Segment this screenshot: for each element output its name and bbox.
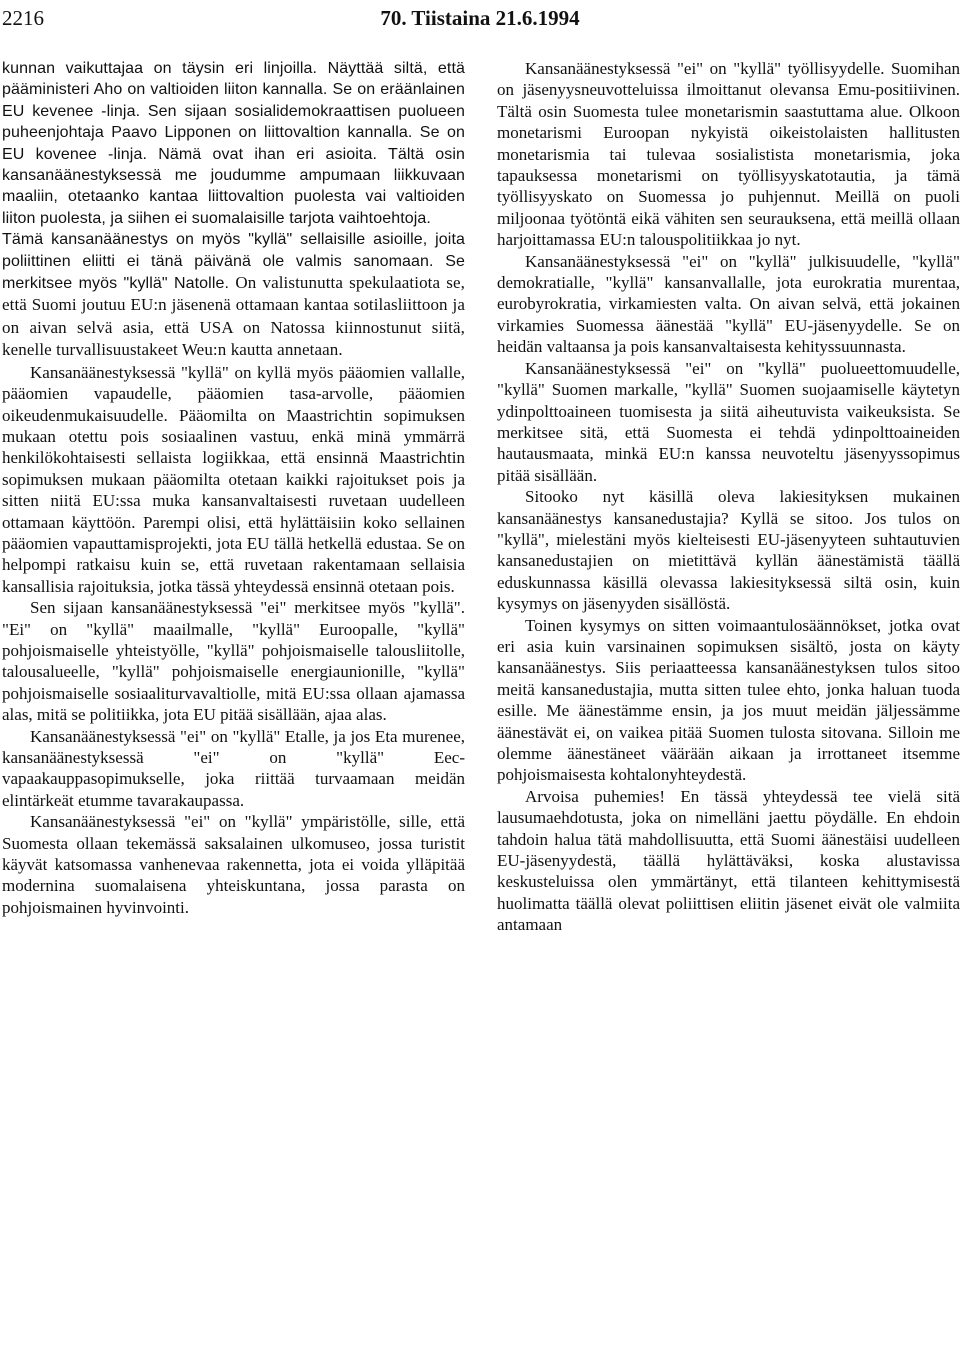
paragraph-sans-run: Tämä kansanäänestys on myös "kyllä" sellaisille asioille, joita poliittinen eliitti ei tänä päivänä ole valmis sanomaan. Se merkitsee myös "kyllä" Natolle.	[2, 231, 465, 293]
paragraph: Sen sijaan kansanäänestyksessä "ei" merkitsee myös "kyllä". "Ei" on "kyllä" maailmalle, "kyllä" Euroopalle, "kyllä" pohjoismaiselle yhteistyölle, "kyllä" pohjoismaiselle talousliitolle, talousalueelle, "kyllä" pohjoismaiselle energiaunionille, "kyllä" pohjoismaiselle sosiaaliturvavaltiolle, mitä EU:ssa ollaan ajamassa alas, mitä se politiikka, jota EU pitää sisällään, ajaa alas.	[2, 598, 465, 725]
left-column	[2, 58, 465, 918]
paragraph: kunnan vaikuttajaa on täysin eri linjoilla. Näyttää siltä, että pääministeri Aho on valtioiden liiton kannalla. Se on eräänlainen EU kevenee -linja. Sen sijaan sosialidemokraattisen puolueen puheenjohtaja Paavo Lipponen on liittovaltion kannalla. Se on EU kovenee -linja. Nämä ovat ihan eri asioita. Tältä osin kansanäänestyksessä me joudumme ampumaan liikkuvaan maaliin, otetaanko kantaa liittovaltion puolesta vai valtioiden liiton puolesta, ja siihen ei suomalaisille tarjota vaihtoehtoja.	[2, 60, 465, 227]
session-heading: 70. Tiistaina 21.6.1994	[380, 6, 580, 30]
page-number: 2216	[2, 6, 44, 30]
paragraph-serif-run: On valistunutta spekulaatiota se, että Suomi joutuu EU:n jäsenenä ottamaan kantaa sotilasliittoon ja on aivan selvä asia, että USA on Natossa kiinnostunut siitä, kenelle turvallisuustakeet Weu:n kautta annetaan.	[2, 273, 465, 360]
paragraph: Kansanäänestyksessä "ei" on "kyllä" puolueettomuudelle, "kyllä" Suomen markalle, "kyllä" Suomen suojaamiselle käytetyn ydinpolttoaineen tuomisesta ja siitä aiheutuvista vaikeuksista. Se merkitsee sitä, että Suomesta ei tehdä ydinpolttoaineiden hautausmaata, minkä EU:n kanssa neuvoteltu jäsenyyssopimus pitää sisällään.	[497, 358, 960, 485]
paragraph: Kansanäänestyksessä "ei" on "kyllä" Etalle, ja jos Eta murenee, kansanäänestyksessä "ei" on "kyllä" Eec-vapaakauppasopimukselle, joka riittää turvaamaan meidän elintärkeät etumme tavarakaupassa.	[2, 726, 465, 810]
paragraph: Kansanäänestyksessä "ei" on "kyllä" ympäristölle, sille, että Suomesta ollaan tekemässä saksalainen ulkomuseo, jossa turistit käyvät katsomassa vanhenevaa rakennetta, jota ei voida ylläpitää modernina suomalaisena yhteiskuntana, jossa parasta on pohjoismainen hyvinvointi.	[2, 812, 465, 917]
paragraph: Arvoisa puhemies! En tässä yhteydessä tee vielä sitä lausumaehdotusta, joka on nimelläni jaettu pöydälle. En ehdoin tahdoin halua tätä mahdollisuutta, että Suomi äänestäisi uudelleen EU-jäsenyydestä, täällä hylättäväksi, koska alustavissa keskusteluissa olen ymmärtänyt, että tilanteen kehittymisestä huolimatta täällä olevat poliittisen eliitin jäsenet eivät ole valmiita antamaan	[497, 786, 960, 935]
paragraph: Toinen kysymys on sitten voimaantulosäännökset, jotka ovat eri asia kuin varsinainen sopimuksen sisältö, josta on käyty kansanäänestys. Siis periaatteessa kansanäänestyksen tulos sitoo meitä kansanedustajia, mutta sitten tulee ehto, jonka haluan tuoda esille. Me äänestämme ensin, ja jos muut meidän jäljessämme äänestävät ei, on vaikea pitää Suomen tulosta sitovana. Silloin me olemme äänestäneet väärään aikaan ja irrottaneet itsemme pohjoismaisesta kohtalonyhteydestä.	[497, 615, 960, 785]
paragraph: Kansanäänestyksessä "ei" on "kyllä" työllisyydelle. Suomihan on jäsenyysneuvotteluissa ilmoittanut olevansa Emu-positiivinen. Tältä osin Suomesta tulee monetarismin saastuttama alue. Olkoon monetarismi Euroopan nykyistä oikeistolaisten hallitusten monetarismia tai tulevaa sosialistista monetarismia, joka tapauksessa monetarismi on työllisyyskatotautia, ja tämä työllisyyskato on Suomessa jo puhjennut. Meillä on puoli miljoonaa työtöntä eikä vähiten sen seurauksena, että meillä ollaan harjoittamassa EU:n talouspolitiikkaa jo nyt.	[497, 59, 960, 250]
paragraph: Kansanäänestyksessä "kyllä" on kyllä myös pääomien vallalle, pääomien vapaudelle, pääomien tasa-arvolle, pääomien oikeudenmukaisuudelle. Pääomilta on Maastrichtin sopimuksen mukaan otettu pois sosiaalinen vastuu, enkä minä ymmärrä henkilökohtaisesti sellaista logiikkaa, että ensinnä Maastrichtin sopimuksen mukaan pääomilta otetaan kaikki rajoitukset pois ja sitten niitä EU:ssa muka kansanvaltaisesti ruvetaan uudelleen ottamaan käyttöön. Parempi olisi, että hylättäisiin koko sellainen pääomien vapauttamisprojekti, jota EU tällä hetkellä edustaa. Se on helpompi ratkaisu kuin se, että ruvetaan rakentamaan sellaisia kansallisia rajoituksia, jotka tässä yhteydessä ensinnä otetaan pois.	[2, 362, 465, 596]
paragraph	[2, 229, 465, 361]
paragraph: Kansanäänestyksessä "ei" on "kyllä" julkisuudelle, "kyllä" demokratialle, "kyllä" kansanvallalle, jota eurokratia murentaa, eurobyrokratia, virkamiesten valta. On aivan selvä, että jokainen virkamies Suomessa äänestää "kyllä" EU-jäsenyydelle. Se on heidän valtaansa ja pois kansanvaltaisesta kehityssuunnasta.	[497, 251, 960, 357]
paragraph: Sitooko nyt käsillä oleva lakiesityksen mukainen kansanäänestys kansanedustajia? Kyllä se sitoo. Jos tulos on "kyllä", mielestäni myös kielteisesti EU-jäsenyyteen suhtautuvien kansanedustajien on mietittävä kyllän äänestämistä täällä eduskunnassa käsillä olevassa lakiesityksessä siltä osin, kuin kysymys on jäsenyyden sisällöstä.	[497, 487, 960, 614]
page-header	[0, 6, 960, 34]
right-column	[497, 58, 960, 936]
